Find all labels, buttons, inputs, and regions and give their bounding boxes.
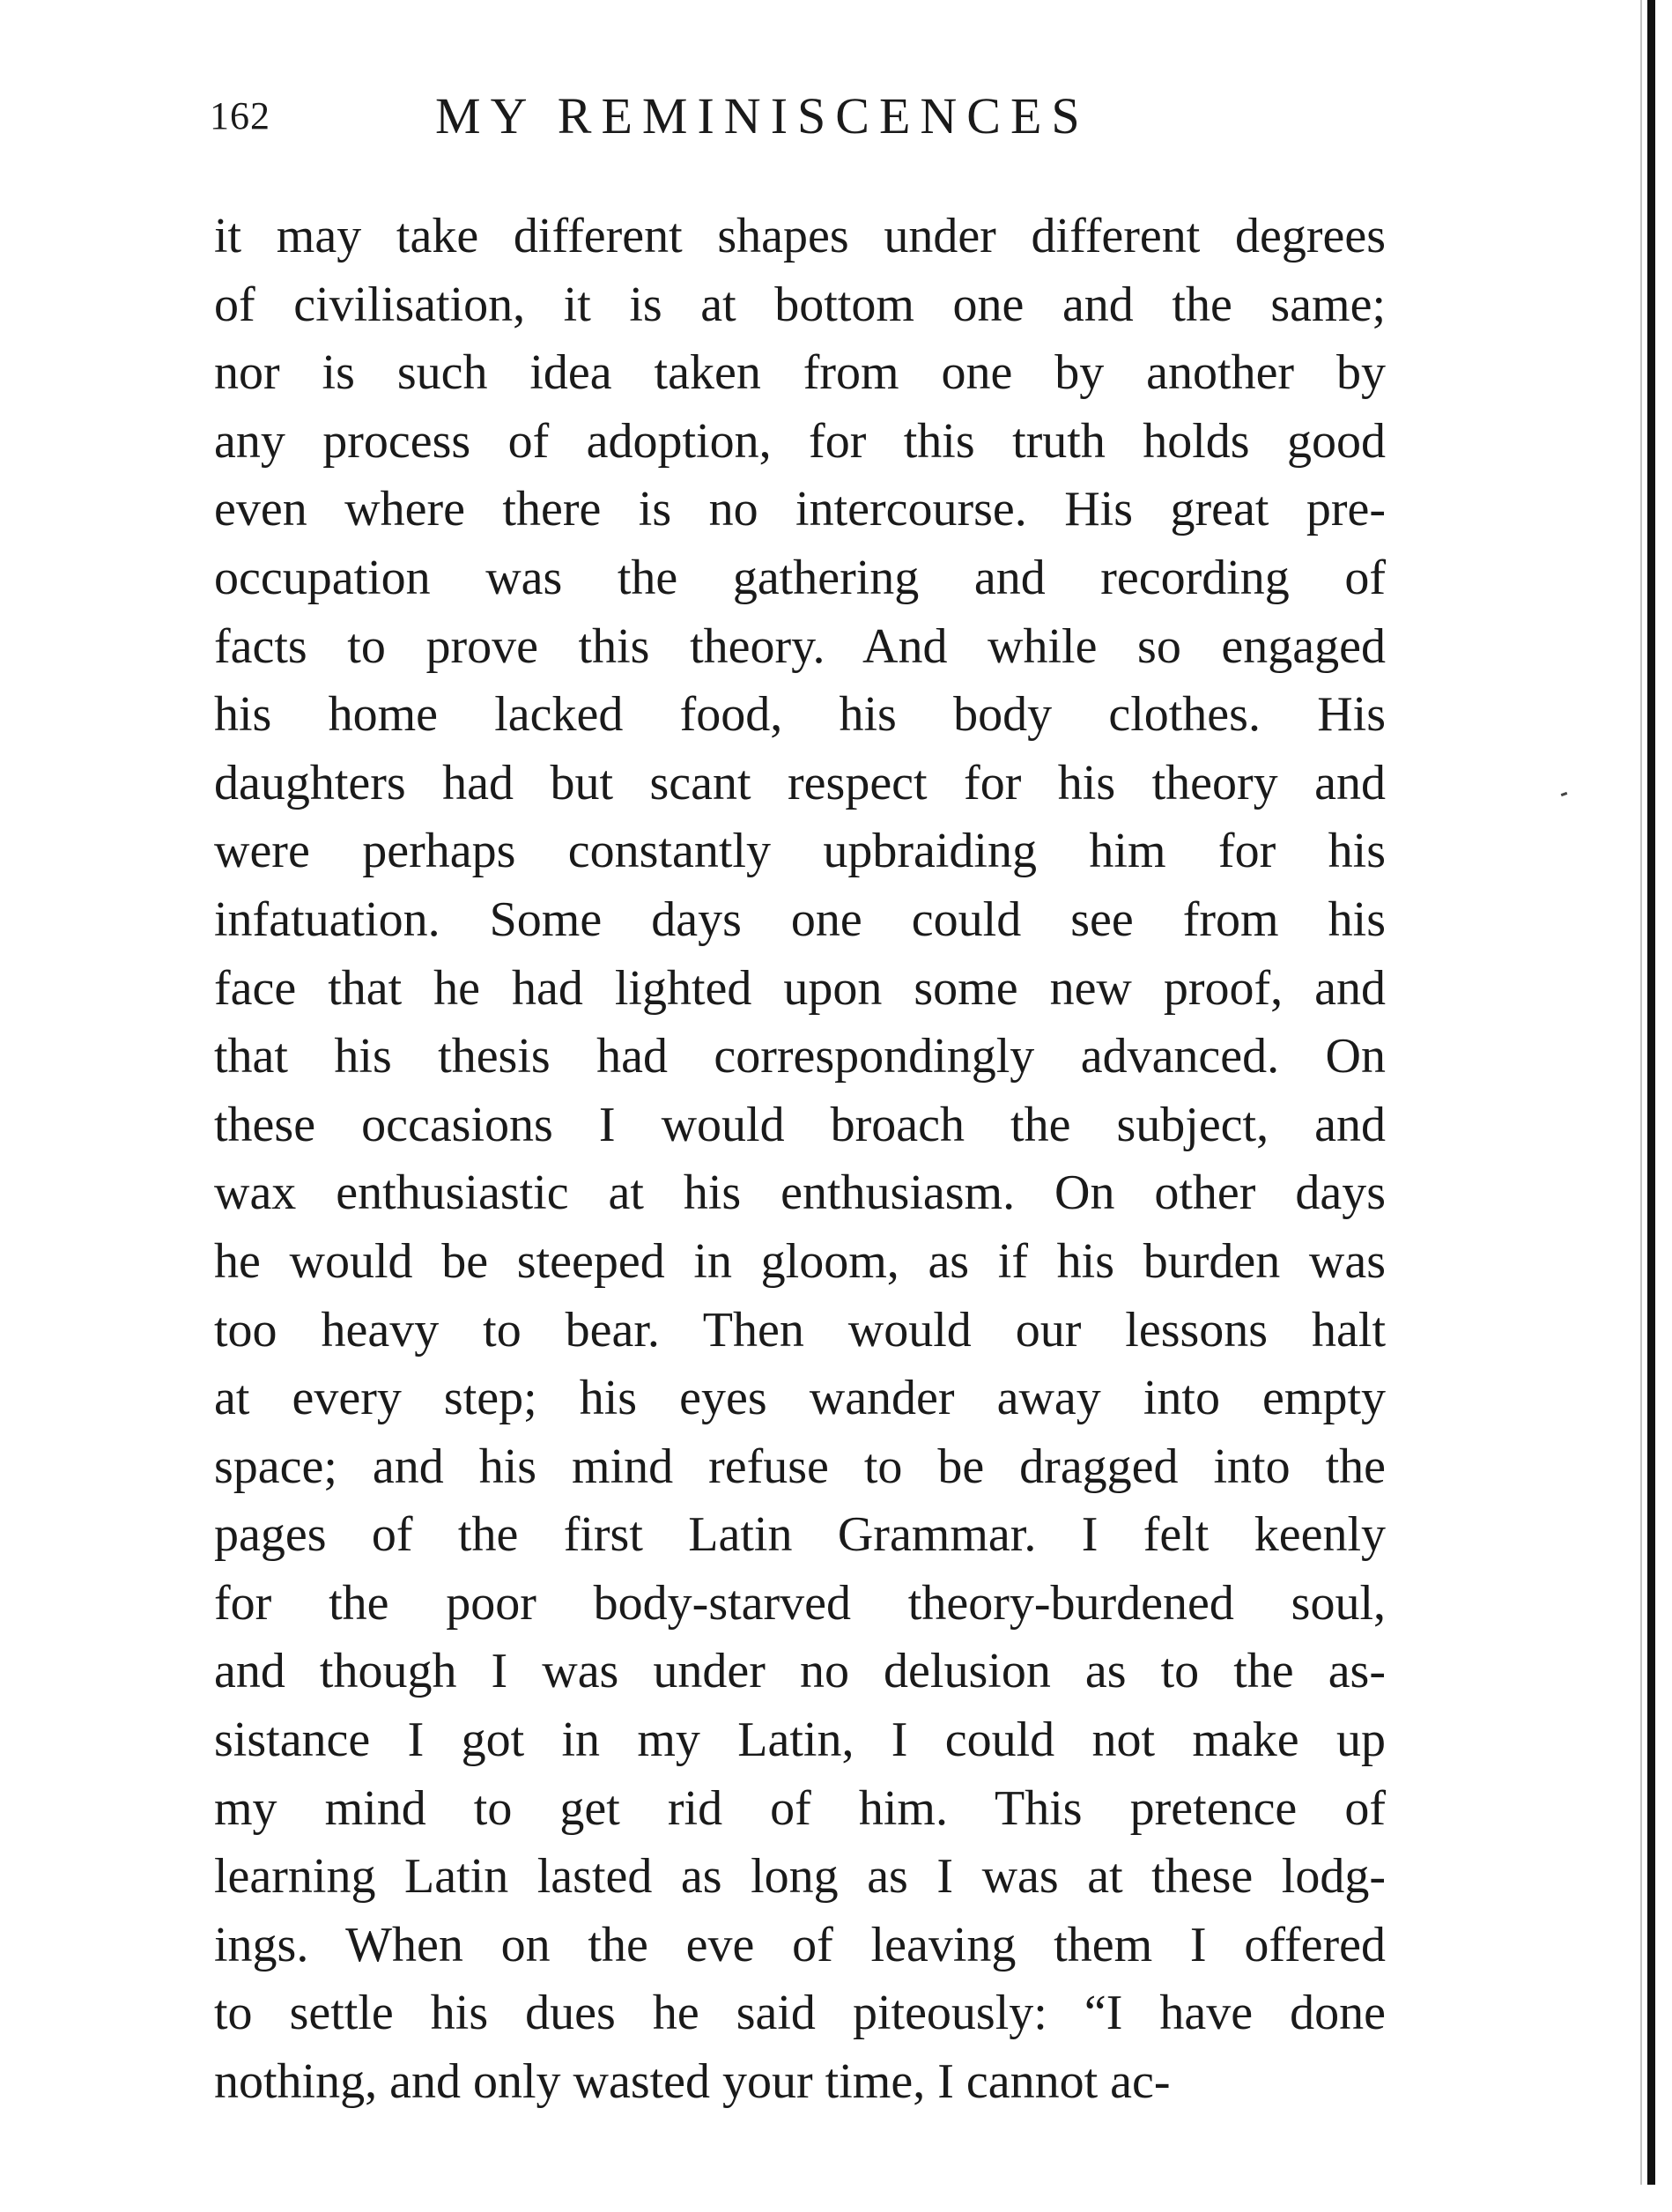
text-line: even where there is no intercourse. His great pre- xyxy=(214,482,1386,537)
text-line: facts to prove this theory. And while so engaged xyxy=(214,618,1386,674)
text-line: his home lacked food, his body clothes. His xyxy=(214,687,1386,743)
text-line: for the poor body-starved theory-burdened soul, xyxy=(214,1575,1386,1631)
text-line: to settle his dues he said piteously: “I have done xyxy=(214,1986,1386,2041)
text-line: it may take different shapes under different degrees xyxy=(214,209,1386,263)
text-line: ings. When on the eve of leaving them I offered xyxy=(214,1917,1386,1972)
text-line: and though I was under no delusion as to the as- xyxy=(214,1644,1386,1699)
running-title: MY REMINISCENCES xyxy=(435,87,1090,144)
text-line: he would be steeped in gloom, as if his burden was xyxy=(214,1233,1386,1289)
page-header xyxy=(210,86,1390,157)
text-line: at every step; his eyes wander away into empty xyxy=(214,1371,1386,1426)
text-line: that his thesis had correspondingly advanced. On xyxy=(214,1029,1386,1084)
page-number: 162 xyxy=(210,94,270,137)
text-line: wax enthusiastic at his enthusiasm. On other days xyxy=(214,1165,1386,1221)
text-line: space; and his mind refuse to be dragged into the xyxy=(214,1439,1386,1494)
body-text xyxy=(214,203,1386,2117)
text-line: too heavy to bear. Then would our lessons halt xyxy=(214,1302,1386,1358)
paper-speck xyxy=(1561,792,1568,796)
text-line: were perhaps constantly upbraiding him for his xyxy=(214,824,1386,879)
text-line: learning Latin lasted as long as I was at these lodg- xyxy=(214,1849,1386,1905)
scan-edge-rule xyxy=(1647,0,1655,2185)
text-line: sistance I got in my Latin, I could not make up xyxy=(214,1713,1386,1768)
text-line: any process of adoption, for this truth holds good xyxy=(214,413,1386,469)
text-line: daughters had but scant respect for his theory and xyxy=(214,755,1386,810)
text-line: pages of the first Latin Grammar. I felt keenly xyxy=(214,1507,1386,1563)
text-line: nor is such idea taken from one by another by xyxy=(214,345,1386,401)
text-line: of civilisation, it is at bottom one and the same; xyxy=(214,277,1386,332)
text-line: nothing, and only wasted your time, I cannot ac- xyxy=(214,2054,1171,2110)
scan-edge-shadow xyxy=(1640,0,1642,2185)
text-line: occupation was the gathering and recording of xyxy=(214,550,1386,605)
text-line: these occasions I would broach the subject, and xyxy=(214,1097,1386,1152)
text-line: my mind to get rid of him. This pretence of xyxy=(214,1780,1386,1836)
text-line: infatuation. Some days one could see from his xyxy=(214,891,1386,947)
text-line: face that he had lighted upon some new proof, and xyxy=(214,960,1386,1016)
